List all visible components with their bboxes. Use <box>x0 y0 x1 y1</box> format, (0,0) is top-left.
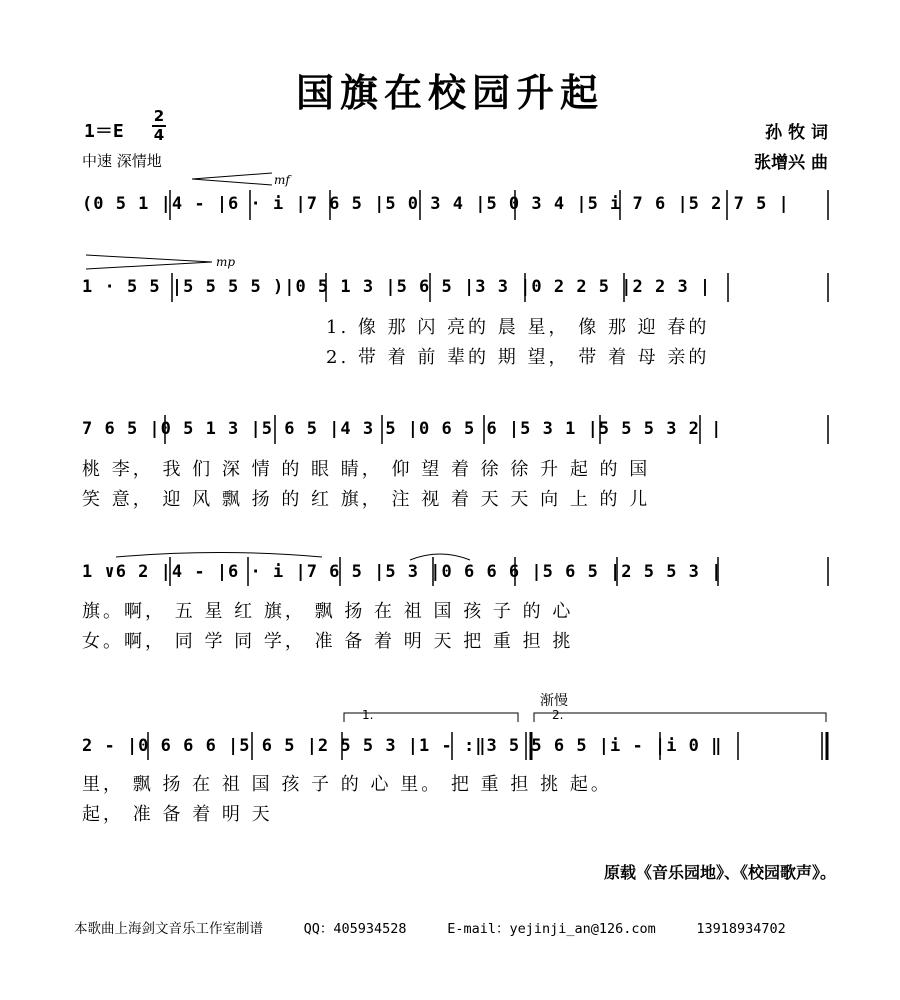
ritardando-marking: 渐慢 <box>540 693 568 709</box>
time-signature-top: 2 <box>153 107 165 125</box>
crescendo-hairpin <box>192 173 272 185</box>
lyricist-credit: 孙 牧 词 <box>765 123 828 143</box>
system-4-notes: 1 ∨6 2 |4 - |6 · i |7 6 5 |5 3 |0 6 6 6 |5 6 5 |2 5 5 3 | <box>82 562 723 582</box>
source-note: 原载《音乐园地》、《校园歌声》。 <box>603 863 836 882</box>
system-4-lyrics-2: 女。啊， 同 学 同 学， 准 备 着 明 天 把 重 担 挑 <box>82 631 574 652</box>
system-5-notes: 2 - |0 6 6 6 |5 6 5 |2 5 5 3 |1 - :‖3 5 5 6 5 |i - |i 0 ‖ <box>82 736 723 756</box>
footer <box>74 917 786 937</box>
tempo-marking: 中速 深情地 <box>82 152 162 170</box>
system-2-notes: 1 · 5 5 |5 5 5 5 )|0 5 1 3 |5 6 5 |3 3 |0 2 2 5 |2 2 3 | <box>82 277 712 297</box>
key-signature: 1＝E <box>84 121 124 142</box>
volta-first-label: 1. <box>362 708 374 722</box>
mf-marking: mf <box>274 173 290 187</box>
system-1-notes: (0 5 1 |4 - |6 · i |7 6 5 |5 0 3 4 |5 0 3 4 |5 i 7 6 |5 2 7 5 | <box>82 194 790 214</box>
system-2-lyrics-2: 2. 带 着 前 辈的 期 望， 带 着 母 亲的 <box>326 347 710 368</box>
system-4-lyrics-1: 旗。啊， 五 星 红 旗， 飘 扬 在 祖 国 孩 子 的 心 <box>82 601 574 622</box>
song-title: 国旗在校园升起 <box>295 70 604 115</box>
footer-qq: QQ：405934528 <box>303 921 407 937</box>
footer-phone: 13918934702 <box>696 921 786 937</box>
footer-studio: 本歌曲上海剑文音乐工作室制谱 <box>74 921 263 937</box>
system-3-notes: 7 6 5 |0 5 1 3 |5 6 5 |4 3 5 |0 6 5 6 |5 3 1 |5 5 5 3 2 | <box>82 419 723 439</box>
mp-marking: mp <box>216 255 236 269</box>
volta-second-label: 2. <box>552 708 564 722</box>
system-5-lyrics-2: 起， 准 备 着 明 天 <box>82 804 273 825</box>
decrescendo-hairpin <box>86 255 212 269</box>
footer-email[interactable]: E-mail：yejinji_an@126.com <box>447 921 656 937</box>
time-signature-bottom: 4 <box>153 126 165 144</box>
system-3-lyrics-2: 笑 意， 迎 风 飘 扬 的 红 旗， 注 视 着 天 天 向 上 的 儿 <box>82 489 651 510</box>
system-5-lyrics-1: 里， 飘 扬 在 祖 国 孩 子 的 心 里。 把 重 担 挑 起。 <box>82 774 612 795</box>
system-2-lyrics-1: 1. 像 那 闪 亮的 晨 星， 像 那 迎 春的 <box>326 317 710 338</box>
composer-credit: 张增兴 曲 <box>754 153 828 173</box>
system-3-lyrics-1: 桃 李， 我 们 深 情 的 眼 睛， 仰 望 着 徐 徐 升 起 的 国 <box>82 459 651 480</box>
ties <box>116 553 470 561</box>
volta-brackets <box>344 713 826 722</box>
